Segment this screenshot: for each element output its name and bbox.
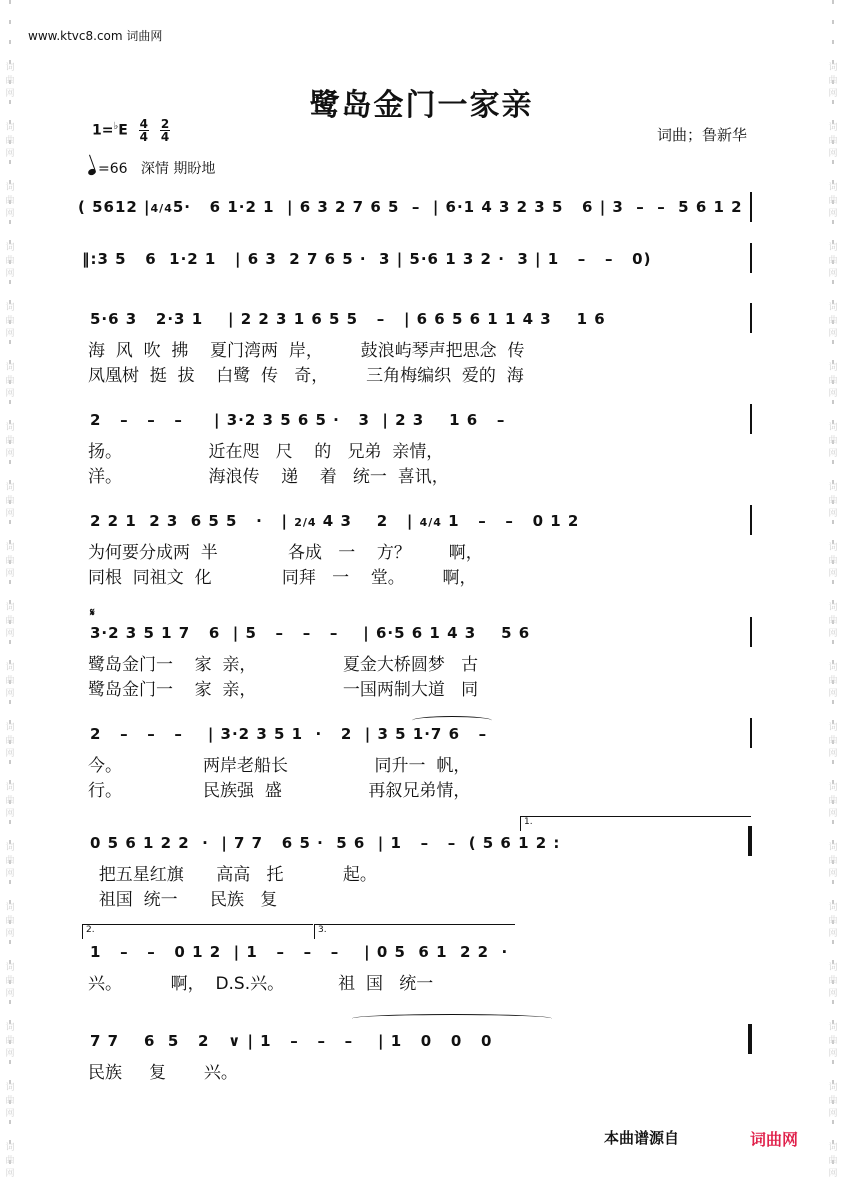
key-prefix: 1= <box>92 122 114 139</box>
volta-3-bracket: 3. <box>314 924 515 939</box>
volta-1-bracket: 1. <box>520 816 751 831</box>
music-line: 5·6 3 2·3 1 | 2 2 3 1 6 5 5 – | 6 6 5 6 1 1 4 3 1 6 <box>90 310 606 328</box>
watermark-text: 词曲网 <box>5 423 15 459</box>
lyric-verse-2: 同根 同祖文 化 同拜 一 堂。 啊， <box>88 568 477 588</box>
music-line: 2 – – – | 3·2 3 5 1 · 2 | 3 5 1·7 6 – <box>90 725 488 743</box>
slur-mark <box>352 1014 552 1023</box>
watermark-text: 词曲网 <box>5 243 15 279</box>
watermark-text: 词曲网 <box>5 1143 15 1179</box>
barline <box>750 505 752 535</box>
song-title: 鹭岛金门一家亲 <box>309 88 534 123</box>
time-signature-1: $\frac{4}{4}$ <box>139 117 149 144</box>
watermark-text: 词曲网 <box>828 1143 838 1179</box>
watermark-text: 词曲网 <box>828 183 838 219</box>
watermark-tick <box>832 40 834 44</box>
music-line: ( 5612 |4/45· 6 1·2 1 | 6 3 2 7 6 5 – | 6·1 4 3 2 3 5 6 | 3 – – 5 6 1 2 <box>78 198 743 216</box>
lyric-verse-2: 凤凰树 挺 拔 白鹭 传 奇， 三角梅编织 爱的 海 <box>88 366 524 386</box>
lyric-verse-1: 扬。 近在咫 尺 的 兄弟 亲情， <box>88 442 444 462</box>
footer-source-label: 本曲谱源自 <box>604 1129 680 1147</box>
quarter-note-icon <box>87 168 97 176</box>
time-signature-2: $\frac{2}{4}$ <box>160 117 170 144</box>
barline <box>750 718 752 748</box>
lyric-line: 兴。 啊， D.S.兴。 祖 国 统一 <box>88 974 434 994</box>
volta-2-bracket: 2. <box>82 924 313 939</box>
slur-mark <box>412 716 492 725</box>
key-note: E <box>118 122 128 139</box>
segno-sign: 𝄋 <box>90 606 96 619</box>
tempo-marking <box>88 158 215 178</box>
flat-sign: ♭ <box>113 120 119 132</box>
watermark-text: 词曲网 <box>828 303 838 339</box>
music-line: 0 5 6 1 2 2 · | 7 7 6 5 · 5 6 | 1 – – ( 5 6 1 2 : <box>90 834 561 852</box>
site-url[interactable]: www.ktvc8.com 词曲网 <box>28 29 163 43</box>
music-line: 3·2 3 5 1 7 6 | 5 – – – | 6·5 6 1 4 3 5 6 <box>90 624 531 642</box>
watermark-tick <box>9 0 11 4</box>
watermark-text: 词曲网 <box>5 63 15 99</box>
watermark-text: 词曲网 <box>828 63 838 99</box>
watermark-text: 词曲网 <box>828 243 838 279</box>
watermark-text: 词曲网 <box>828 363 838 399</box>
barline <box>750 617 752 647</box>
watermark-text: 词曲网 <box>5 663 15 699</box>
watermark-text: 词曲网 <box>5 183 15 219</box>
lyric-line: 民族 复 兴。 <box>88 1063 238 1083</box>
watermark-text: 词曲网 <box>828 903 838 939</box>
final-barline <box>748 1024 752 1054</box>
watermark-text: 词曲网 <box>5 723 15 759</box>
watermark-text: 词曲网 <box>828 1023 838 1059</box>
lyric-verse-2: 行。 民族强 盛 再叙兄弟情， <box>88 781 471 801</box>
watermark-tick <box>832 20 834 24</box>
right-watermark-strip <box>823 0 843 1179</box>
repeat-end-barline <box>748 826 752 856</box>
music-line: 2 – – – | 3·2 3 5 6 5 · 3 | 2 3 1 6 – <box>90 411 506 429</box>
barline <box>750 404 752 434</box>
watermark-text: 词曲网 <box>828 843 838 879</box>
author-credit: 词曲；鲁新华 <box>657 126 748 144</box>
music-line: 7 7 6 5 2 ∨ | 1 – – – | 1 0 0 0 <box>90 1032 493 1050</box>
lyric-verse-1: 为何要分成两 半 各成 一 方？ 啊， <box>88 543 483 563</box>
barline <box>750 303 752 333</box>
watermark-text: 词曲网 <box>828 483 838 519</box>
watermark-tick <box>9 20 11 24</box>
watermark-text: 词曲网 <box>5 1083 15 1119</box>
watermark-text: 词曲网 <box>5 603 15 639</box>
watermark-text: 词曲网 <box>5 963 15 999</box>
watermark-text: 词曲网 <box>828 723 838 759</box>
lyric-verse-2: 鹭岛金门一 家 亲， 一国两制大道 同 <box>88 680 479 700</box>
watermark-text: 词曲网 <box>5 363 15 399</box>
watermark-text: 词曲网 <box>5 543 15 579</box>
lyric-verse-1: 把五星红旗 高高 托 起。 <box>88 865 377 885</box>
watermark-text: 词曲网 <box>5 843 15 879</box>
watermark-text: 词曲网 <box>828 963 838 999</box>
lyric-verse-1: 今。 两岸老船长 同升一 帆， <box>88 756 471 776</box>
watermark-text: 词曲网 <box>5 1023 15 1059</box>
music-line: 1 – – 0 1 2 | 1 – – – | 0 5 6 1 2 2 · <box>90 943 509 961</box>
watermark-text: 词曲网 <box>5 903 15 939</box>
watermark-text: 词曲网 <box>828 663 838 699</box>
watermark-text: 词曲网 <box>5 123 15 159</box>
watermark-text: 词曲网 <box>828 423 838 459</box>
watermark-text: 词曲网 <box>5 483 15 519</box>
watermark-tick <box>9 40 11 44</box>
barline <box>750 243 752 273</box>
key-signature <box>92 118 170 143</box>
watermark-tick <box>832 0 834 4</box>
watermark-text: 词曲网 <box>828 543 838 579</box>
watermark-text: 词曲网 <box>828 123 838 159</box>
watermark-text: 词曲网 <box>5 783 15 819</box>
left-watermark-strip <box>0 0 20 1179</box>
watermark-text: 词曲网 <box>828 1083 838 1119</box>
barline <box>750 192 752 222</box>
lyric-verse-2: 祖国 统一 民族 复 <box>88 890 278 910</box>
watermark-text: 词曲网 <box>828 783 838 819</box>
watermark-text: 词曲网 <box>828 603 838 639</box>
music-line: 2 2 1 2 3 6 5 5 · | 2/4 4 3 2 | 4/4 1 – – 0 1 2 <box>90 512 580 530</box>
tempo-value: =66 <box>98 161 128 177</box>
tempo-expression: 深情 期盼地 <box>140 161 216 177</box>
watermark-text: 词曲网 <box>5 303 15 339</box>
lyric-verse-1: 鹭岛金门一 家 亲， 夏金大桥圆梦 古 <box>88 655 479 675</box>
footer-brand-link[interactable]: 词曲网 <box>750 1130 799 1149</box>
music-line: ‖:3 5 6 1·2 1 | 6 3 2 7 6 5 · 3 | 5·6 1 3 2 · 3 | 1 – – 0) <box>82 250 652 268</box>
lyric-verse-1: 海 风 吹 拂 夏门湾两 岸， 鼓浪屿琴声把思念 传 <box>88 341 525 361</box>
lyric-verse-2: 洋。 海浪传 递 着 统一 喜讯， <box>88 467 449 487</box>
